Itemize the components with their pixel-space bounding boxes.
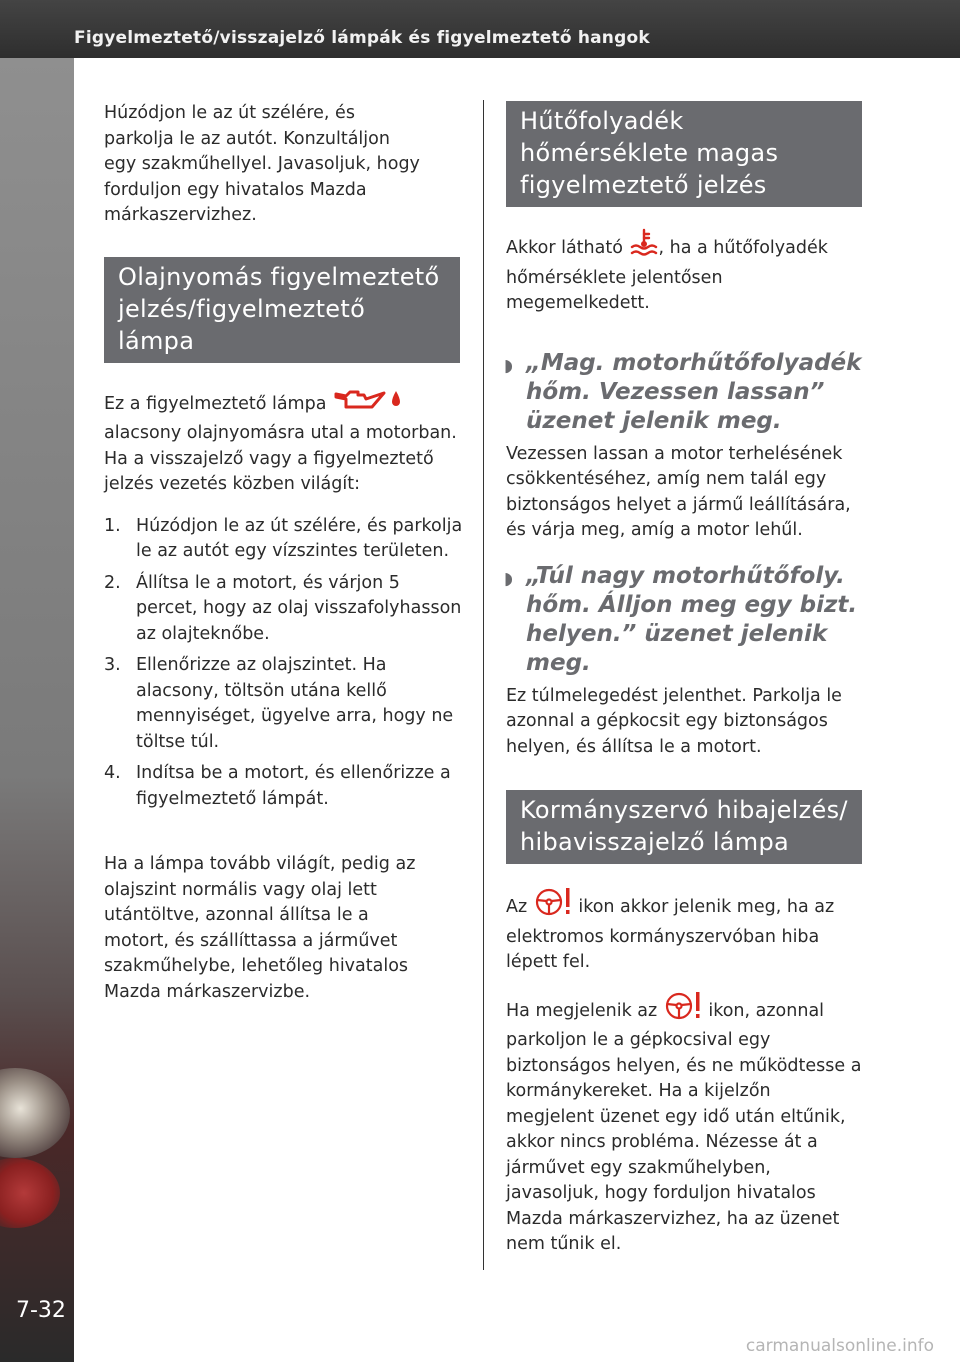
bullet-icon: ◗ (504, 568, 513, 589)
left-column (104, 101, 464, 1005)
headlight-decoration (0, 1068, 70, 1158)
page-header-title: Figyelmeztető/visszajelző lámpák és figyelmeztető hangok (74, 28, 650, 48)
coolant-paragraph: Akkor látható , ha a hűtőfolyadék hőmérséklete jelentősen megemelkedett. (506, 227, 864, 317)
page-header-bar (0, 0, 960, 58)
message-1-text: Vezessen lassan a motor terhelésének csökkentéséhez, amíg nem talál egy biztonságos helyet a jármű leállítására, és várja meg, amíg a motor lehűl. (506, 443, 851, 540)
oil-steps-list (104, 514, 464, 813)
right-column (506, 101, 864, 1258)
list-item: 1. Húzódjon le az út szélére, és parkolja le az autót egy vízszintes területen. (104, 515, 463, 561)
coolant-temperature-icon (629, 227, 659, 266)
power-steering-heading: Kormányszervó hibajelzés/ hibavisszajelző lámpa (506, 790, 862, 864)
steering-paragraph-2: Ha megjelenik az ikon, azonnal parkoljon le a gépkocsival egy biztonságos helyen, és ne működtesse a kormánykereket. Ha a kijelzőn megjelent üzenet egy idő után eltűnik, akkor nincs probléma. Nézesse át a járművet egy szakműhelyben, javasoljuk, hogy forduljon hivatalos Mazda márkaszervizhez, ha az üzenet nem tűnik el. (506, 990, 864, 1258)
oil-paragraph-1: Ez a figyelmeztető lámpa alacsony olajnyomásra utal a motorban. Ha a visszajelző vagy a figyelmeztető jelzés vezetés közben világít: (104, 385, 464, 498)
list-item: 4. Indítsa be a motort, és ellenőrizze a figyelmeztető lámpát. (104, 763, 451, 809)
watermark: carmanualsonline.info (745, 1336, 934, 1356)
taillight-decoration (0, 1158, 60, 1228)
message-2-heading: ◗ „Túl nagy motorhűtőfoly. hőm. Álljon meg egy bizt. helyen.” üzenet jelenik meg. (504, 562, 858, 676)
oil-pressure-heading: Olajnyomás figyelmeztető jelzés/figyelmeztető lámpa (104, 257, 460, 363)
message-2-text: Ez túlmelegedést jelenthet. Parkolja le azonnal a gépkocsit egy biztonságos helyen, és állítsa le a motort. (506, 685, 842, 757)
steering-paragraph-1: Az ikon akkor jelenik meg, ha az elektromos kormányszervóban hiba lépett fel. (506, 886, 864, 976)
message-1-heading: ◗ „Mag. motorhűtőfolyadék hőm. Vezessen lassan” üzenet jelenik meg. (504, 349, 862, 434)
oil-can-icon (332, 385, 416, 422)
oil-paragraph-2: Ha a lámpa tovább világít, pedig az olajszint normális vagy olaj lett utántöltve, azonnal állítsa le a motort, és szállíttassa a járművet szakműhelybe, lehetőleg hivatalos Mazda márkaszervizbe. (104, 854, 416, 1002)
column-divider (483, 100, 484, 1270)
side-tab (0, 58, 74, 1362)
list-item: 2. Állítsa le a motort, és várjon 5 percet, hogy az olaj visszafolyhasson az olajteknőbe. (104, 572, 462, 644)
steering-warning-icon (663, 990, 703, 1029)
bullet-icon: ◗ (504, 355, 513, 376)
steering-warning-icon (533, 886, 573, 925)
intro-paragraph: Húzódjon le az út szélére, és parkolja le az autót. Konzultáljon egy szakműhellyel. Javasoljuk, hogy forduljon egy hivatalos Mazda márkaszervizhez. (104, 103, 420, 225)
list-item: 3. Ellenőrizze az olajszintet. Ha alacsony, töltsön utána kellő mennyiséget, ügyelve arra, hogy ne töltse túl. (104, 655, 454, 752)
coolant-temperature-heading: Hűtőfolyadék hőmérséklete magas figyelmeztető jelzés (506, 101, 862, 207)
page-number: 7-32 (16, 1298, 66, 1323)
